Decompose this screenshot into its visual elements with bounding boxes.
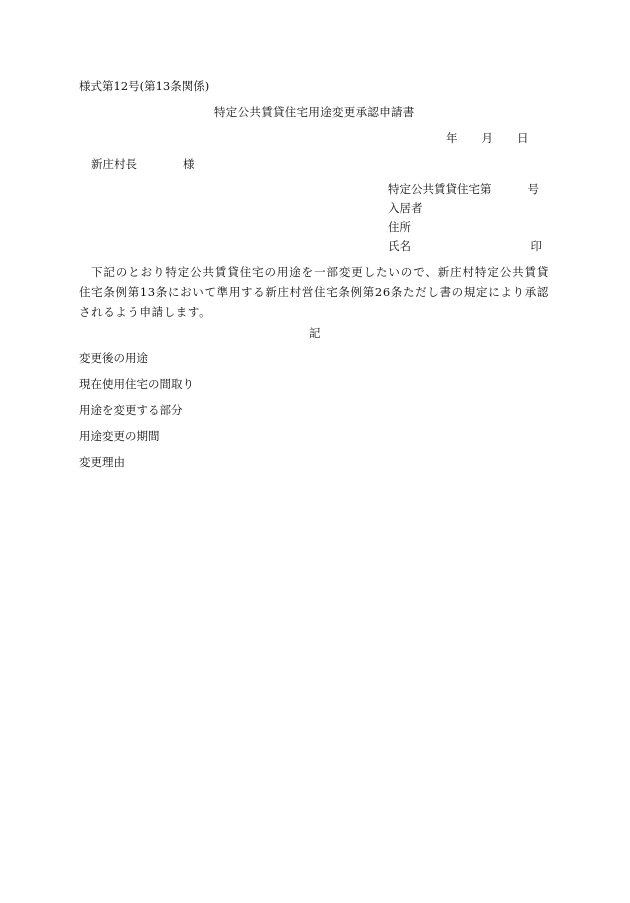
address-label: 住所 bbox=[388, 220, 411, 234]
item-new-use: 変更後の用途 bbox=[79, 351, 148, 365]
addressee bbox=[91, 156, 195, 172]
housing-suffix: 号 bbox=[527, 182, 539, 196]
date-month: 月 bbox=[481, 131, 493, 145]
name-line bbox=[388, 238, 542, 254]
resident-label: 入居者 bbox=[388, 201, 423, 215]
name-label: 氏名 bbox=[388, 239, 411, 253]
seal-mark: 印 bbox=[530, 239, 542, 253]
ki-heading: 記 bbox=[309, 326, 321, 340]
item-change-period: 用途変更の期間 bbox=[79, 429, 160, 443]
document-title: 特定公共賃貸住宅用途変更承認申請書 bbox=[214, 105, 415, 119]
date-year: 年 bbox=[446, 131, 458, 145]
addressee-name: 新庄村長 bbox=[91, 157, 137, 171]
item-changed-part: 用途を変更する部分 bbox=[79, 403, 183, 417]
request-body-text: 下記のとおり特定公共賃貸住宅の用途を一部変更したいので、新庄村特定公共賃貸住宅条例第13条において準用する新庄村営住宅条例第26条ただし書の規定により承認されるよう申請します。 bbox=[79, 265, 549, 319]
item-current-layout: 現在使用住宅の間取り bbox=[79, 377, 194, 391]
item-change-reason: 変更理由 bbox=[79, 455, 125, 469]
date-day: 日 bbox=[517, 131, 529, 145]
date-line bbox=[446, 130, 529, 146]
addressee-honorific: 様 bbox=[183, 157, 195, 171]
applicant-housing-number bbox=[388, 181, 539, 197]
housing-label: 特定公共賃貸住宅第 bbox=[388, 182, 492, 196]
form-number: 様式第12号(第13条関係) bbox=[79, 79, 210, 93]
